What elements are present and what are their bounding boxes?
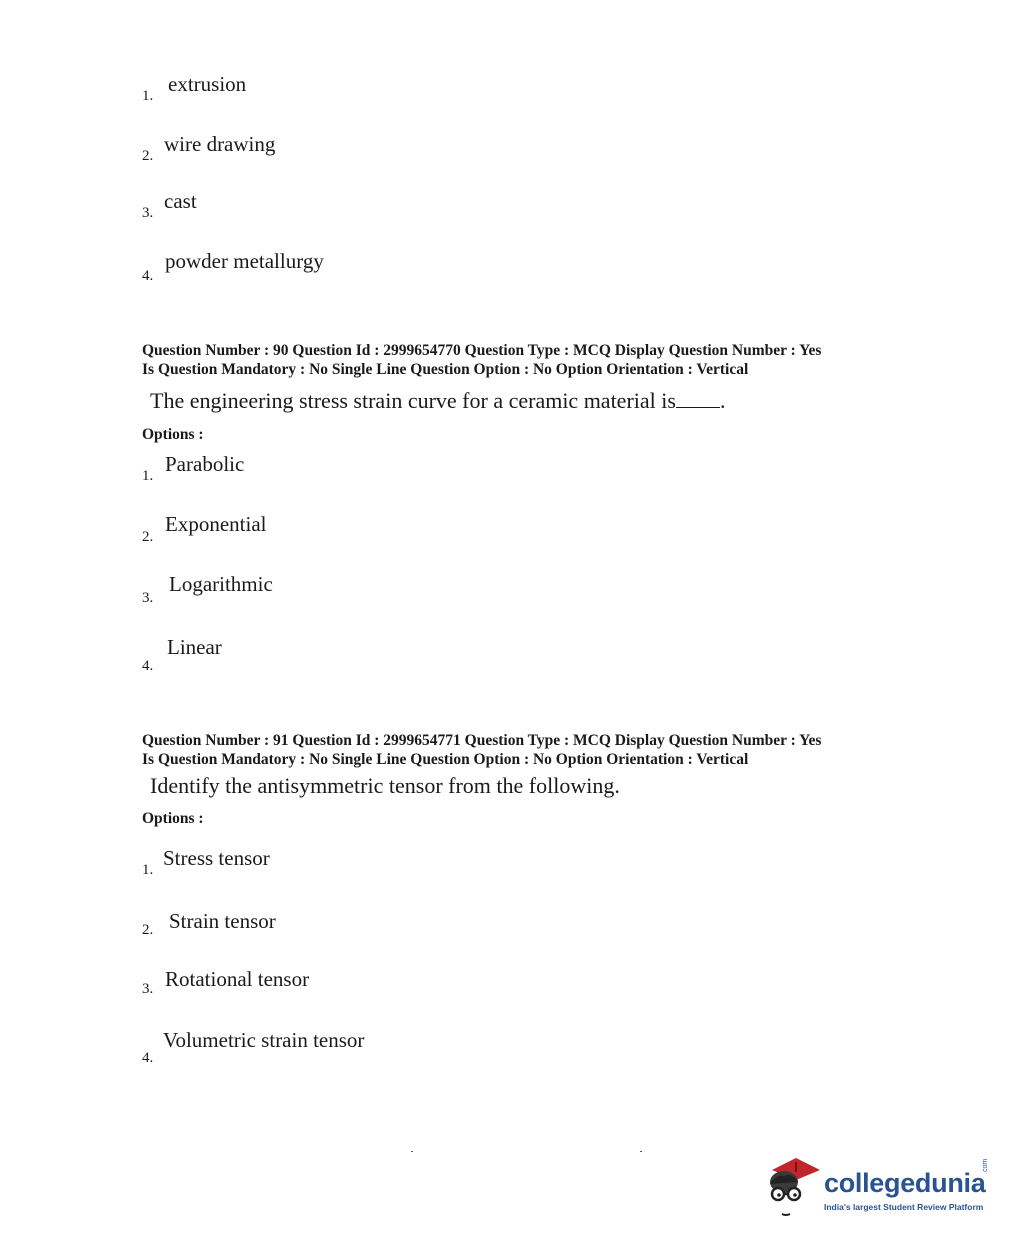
option-number: 1. [142,468,154,484]
option-text: cast [164,189,197,213]
option-item [0,909,900,949]
option-text: Strain tensor [169,909,276,933]
option-item [0,452,900,492]
question-meta-line2: Is Question Mandatory : No Single Line Question Option : No Option Orientation : Vertical [142,361,749,378]
option-text: Linear [167,635,222,659]
option-item [0,1028,900,1068]
question-text-after: . [719,388,726,413]
logo-wordmark: collegedunia [824,1168,986,1198]
option-item [0,572,900,612]
option-item [0,967,900,1007]
option-text: powder metallurgy [165,249,324,273]
options-label: Options : [142,426,204,443]
option-text: extrusion [168,72,247,96]
collegedunia-logo [762,1152,1002,1222]
scan-speck [640,1151,642,1152]
option-number: 4. [142,1050,154,1066]
option-number: 3. [142,205,154,221]
option-item [0,130,900,170]
option-number: 2. [142,529,154,545]
mascot-icon [762,1152,822,1222]
option-number: 3. [142,590,154,606]
option-number: 2. [142,922,154,938]
option-number: 1. [142,862,154,878]
option-number: 4. [142,268,154,284]
option-item [0,187,900,227]
option-text: Rotational tensor [165,967,310,991]
question-text-before: The engineering stress strain curve for a ceramic material is [150,388,676,413]
question-meta-line1: Question Number : 90 Question Id : 2999654770 Question Type : MCQ Display Question Number : Yes [142,342,822,359]
option-item [0,846,900,886]
answer-blank [676,391,720,408]
option-text: Exponential [165,512,267,536]
logo-tagline: India's largest Student Review Platform [824,1202,984,1212]
option-item [0,512,900,552]
option-text: Volumetric strain tensor [163,1028,365,1052]
option-text: Stress tensor [163,846,270,870]
option-number: 3. [142,981,154,997]
option-text: Parabolic [165,452,245,476]
question-meta [142,731,821,769]
option-item [0,247,900,287]
question-meta-line1: Question Number : 91 Question Id : 2999654771 Question Type : MCQ Display Question Number : Yes [142,732,822,749]
option-number: 1. [142,88,154,104]
scan-speck [411,1151,413,1152]
option-text: wire drawing [164,132,276,156]
option-number: 4. [142,658,154,674]
option-item [0,70,900,110]
options-label: Options : [142,810,204,827]
question-meta-line2: Is Question Mandatory : No Single Line Question Option : No Option Orientation : Vertical [142,751,749,768]
logo-suffix: .com [982,1158,989,1174]
question-text [150,388,725,414]
option-number: 2. [142,148,154,164]
option-item [0,635,900,675]
question-meta [142,341,821,379]
question-text: Identify the antisymmetric tensor from the following. [150,773,620,798]
option-text: Logarithmic [169,572,273,596]
